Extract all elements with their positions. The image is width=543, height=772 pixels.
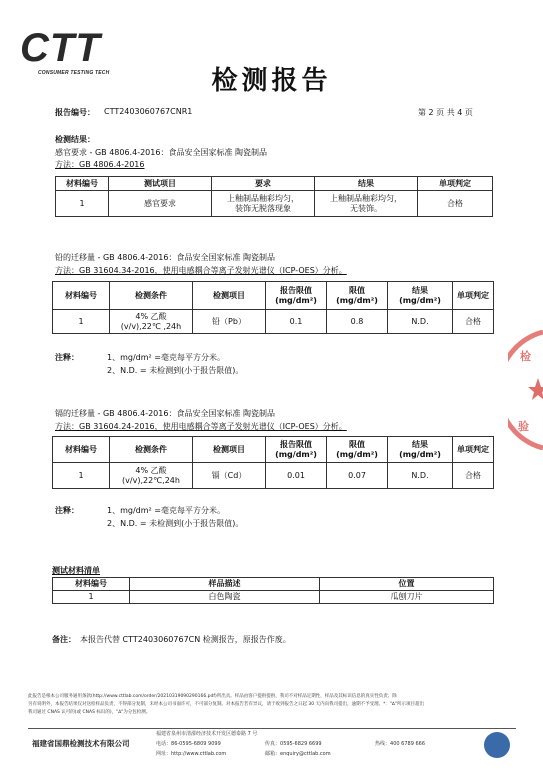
cell-result: N.D. <box>388 463 453 489</box>
email-label: 邮箱： <box>265 751 281 757</box>
footer-address: 福建省泉州市清濛经济技术开发区德泰路 7 号 <box>156 731 258 737</box>
res-line: 上釉制品釉彩均匀， <box>330 193 402 203</box>
table-row <box>53 310 494 334</box>
lead-method: 方法：GB 31604.34-2016，使用电感耦合等离子发射光谱仪（ICP-OES）分析。 <box>55 266 347 275</box>
table-row <box>56 191 493 217</box>
col-header: 测试项目 <box>109 177 212 191</box>
note-line: 2、N.D. = 未检测到(小于报告限值)。 <box>107 366 244 375</box>
fax-value: 0595-6829 6699 <box>280 741 322 747</box>
hotline-value: 400 6789 666 <box>390 741 426 747</box>
materials-heading: 测试材料清单 <box>52 566 100 575</box>
inspection-seal <box>508 330 543 450</box>
notes-label: 注释： <box>55 506 79 515</box>
col-header: 材料编号 <box>56 177 109 191</box>
cell-condition <box>110 310 193 334</box>
cell-result <box>315 191 418 217</box>
lead-requirement: 铅的迁移量 - GB 4806.4-2016：食品安全国家标准 陶瓷制品 <box>55 253 275 262</box>
sensory-method: 方法：GB 4806.4-2016 <box>55 160 145 169</box>
cond-line: 4% 乙酸 <box>135 465 167 475</box>
logo-tagline: CONSUMER TESTING TECH <box>38 70 110 76</box>
terms-line: 我司通过 CNAS 认可的(或 CNAS 标识的)，"∆"为分包检测。 <box>28 710 151 715</box>
sensory-table <box>55 176 493 217</box>
col-header <box>266 437 327 463</box>
cell-reporting-limit: 0.01 <box>266 463 327 489</box>
report-number-label: 报告编号： <box>55 108 95 117</box>
cell-item: 感官要求 <box>109 191 212 217</box>
col-header <box>327 282 388 310</box>
logo-text: CTT <box>20 26 101 70</box>
report-title: 检测报告 <box>211 66 332 96</box>
table-row <box>53 591 494 604</box>
col-header: 材料编号 <box>53 578 130 591</box>
cell-item: 铅（Pb） <box>193 310 266 334</box>
qr-badge-icon <box>484 732 510 758</box>
hotline-label: 热线： <box>375 741 391 747</box>
col-header: 位置 <box>320 578 494 591</box>
note-line: 1、mg/dm² =毫克每平方分米。 <box>107 506 225 515</box>
footer-hotline <box>375 740 425 748</box>
header-line: (mg/dm²) <box>399 295 441 305</box>
header-line: 结果 <box>412 285 428 295</box>
header-line: 结果 <box>412 439 428 449</box>
results-heading: 检测结果： <box>55 135 95 144</box>
cond-line: (v/v),22℃ ,24h <box>120 321 182 331</box>
watermark-logo <box>0 150 13 205</box>
col-header: 检测条件 <box>110 437 193 463</box>
header-line: (mg/dm²) <box>399 449 441 459</box>
footer-tel <box>156 740 221 748</box>
header-line: (mg/dm²) <box>275 449 317 459</box>
cadmium-requirement: 镉的迁移量 - GB 4806.4-2016：食品安全国家标准 陶瓷制品 <box>55 409 275 418</box>
footer-divider <box>28 728 516 729</box>
tel-label: 电话： <box>156 741 172 747</box>
page-number: 第 2 页 共 4 页 <box>418 108 473 117</box>
header-line: 限值 <box>349 439 365 449</box>
cell-id: 1 <box>53 591 130 604</box>
cell-condition <box>110 463 193 489</box>
fax-label: 传真： <box>265 741 281 747</box>
header-line: 限值 <box>349 285 365 295</box>
cond-line: (v/v),22℃,24h <box>122 475 180 485</box>
req-line: 装饰无脱落现象 <box>235 203 291 213</box>
col-header <box>266 282 327 310</box>
lead-table <box>52 281 494 334</box>
col-header <box>388 282 453 310</box>
footer-email[interactable] <box>265 750 331 758</box>
cell-limit: 0.8 <box>327 310 388 334</box>
email-link[interactable]: enquiry@cttlab.com <box>280 751 331 757</box>
seal-graphic <box>508 330 543 450</box>
col-header: 检测项目 <box>193 282 266 310</box>
terms-line: 另有说明外，本报告结果仅对送检样品负责，不得部分复制，未经本公司书面许可，不可部分复制。对本报告若有异议，请于收到报告之日起 30 天内向我司提出，逾期不予受理。*："∆"所示项目超出 <box>28 702 424 707</box>
tel-value: 86-0595-6809 9099 <box>171 741 221 747</box>
header-line: (mg/dm²) <box>336 295 378 305</box>
cell-reporting-limit: 0.1 <box>266 310 327 334</box>
col-header <box>388 437 453 463</box>
table-row <box>53 463 494 489</box>
report-number: CTT2403060767CNR1 <box>104 107 193 116</box>
footer-fax <box>265 740 322 748</box>
cell-id: 1 <box>53 463 110 489</box>
req-line: 上釉制品釉彩均匀， <box>227 193 299 203</box>
col-header: 要求 <box>212 177 315 191</box>
col-header: 检测条件 <box>110 282 193 310</box>
sensory-requirement: 感官要求 - GB 4806.4-2016：食品安全国家标准 陶瓷制品 <box>55 148 267 157</box>
notes-label: 注释： <box>55 353 79 362</box>
cell-verdict: 合格 <box>418 191 493 217</box>
cell-item: 镉（Cd） <box>193 463 266 489</box>
col-header: 结果 <box>315 177 418 191</box>
col-header: 单项判定 <box>453 437 494 463</box>
header-line: 报告限值 <box>280 285 312 295</box>
cell-id: 1 <box>56 191 109 217</box>
col-header: 检测项目 <box>193 437 266 463</box>
header-line: 报告限值 <box>280 439 312 449</box>
cell-result: N.D. <box>388 310 453 334</box>
note-line: 2、N.D. = 未检测到(小于报告限值)。 <box>107 519 244 528</box>
cell-verdict: 合格 <box>453 310 494 334</box>
footer-web[interactable] <box>156 750 226 758</box>
note-line: 1、mg/dm² =毫克每平方分米。 <box>107 353 225 362</box>
footer-terms <box>28 693 516 717</box>
col-header <box>327 437 388 463</box>
cadmium-method: 方法：GB 31604.24-2016，使用电感耦合等离子发射光谱仪（ICP-OES）分析。 <box>55 422 347 431</box>
col-header: 单项判定 <box>418 177 493 191</box>
res-line: 无装饰。 <box>350 203 382 213</box>
col-header: 材料编号 <box>53 282 110 310</box>
col-header: 材料编号 <box>53 437 110 463</box>
cond-line: 4% 乙酸 <box>135 311 167 321</box>
col-header: 单项判定 <box>453 282 494 310</box>
web-label: 网址： <box>156 751 172 757</box>
col-header: 样品描述 <box>130 578 320 591</box>
cell-position: 瓜刨刀片 <box>320 591 494 604</box>
svg-text:验: 验 <box>518 420 529 433</box>
header-line: (mg/dm²) <box>275 295 317 305</box>
web-link[interactable]: http://www.cttlab.com <box>171 751 227 757</box>
footer-company: 福建省国鼎检测技术有限公司 <box>32 739 130 748</box>
materials-table <box>52 577 494 604</box>
remark-text: 本报告代替 CTT2403060767CN 检测报告，原报告作废。 <box>80 635 291 644</box>
remark-label: 备注： <box>52 635 76 644</box>
cell-requirement <box>212 191 315 217</box>
cadmium-table <box>52 436 494 489</box>
cell-limit: 0.07 <box>327 463 388 489</box>
terms-line: 此报告是根本公司服务通用条款(http://www.cttlab.com/order/20210319090290166.pdf)所出具。样品由客户提供提供，我司不对样品定期性，样品及其标识信息的真实性负责；除 <box>28 694 397 699</box>
cell-description: 白色陶瓷 <box>130 591 320 604</box>
header-line: (mg/dm²) <box>336 449 378 459</box>
svg-text:检: 检 <box>520 350 531 363</box>
cell-id: 1 <box>53 310 110 334</box>
cell-verdict: 合格 <box>453 463 494 489</box>
